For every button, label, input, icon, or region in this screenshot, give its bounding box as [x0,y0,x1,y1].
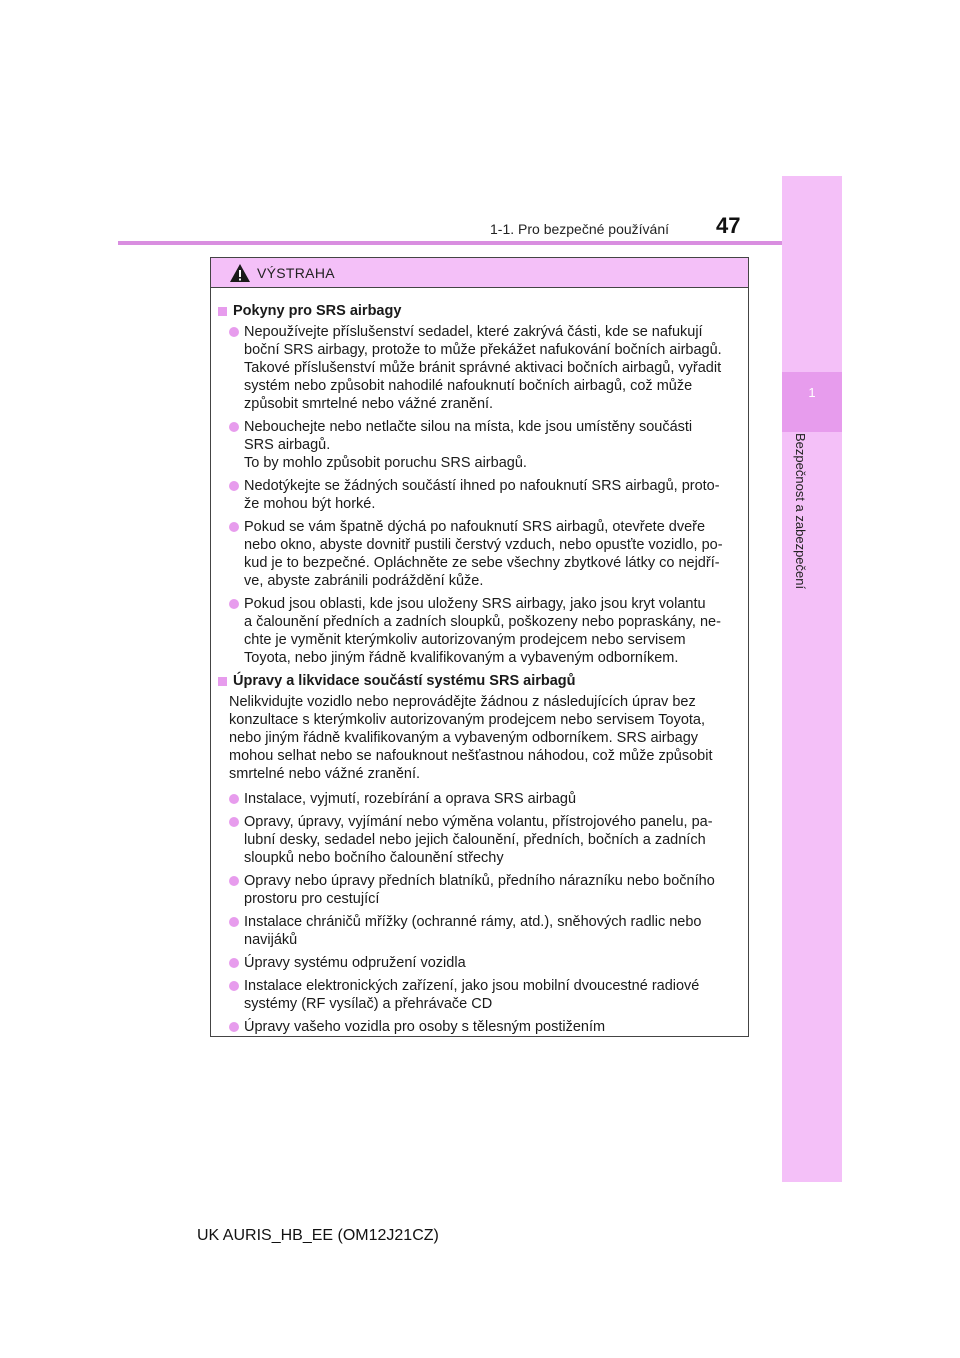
header-rule [118,241,782,245]
section-title-text: Úpravy a likvidace součástí systému SRS airbagů [233,673,576,689]
list-item [218,790,741,808]
text-line: Opravy, úpravy, vyjímání nebo výměna volantu, přístrojového panelu, pa- [244,814,713,830]
text-line: že mohou být horké. [244,496,376,512]
warning-header [211,258,748,288]
warning-label: VÝSTRAHA [257,264,335,281]
square-bullet-icon [218,307,227,316]
text-line: systém nebo způsobit nahodilé nafouknutí bočních airbagů, což může [244,378,693,394]
text-line: SRS airbagů. [244,437,331,453]
chapter-title: Bezpečnost a zabezpečení [793,433,808,590]
text-line: nebo jiným řádně kvalifikovaným a vybaveným odborníkem. SRS airbagy [229,730,699,746]
list-item-text [244,977,741,1013]
list-item [218,323,741,413]
text-line: chte je vyměnit kterýmkoliv autorizovaným prodejcem nebo servisem [244,632,686,648]
warning-body [211,288,748,1036]
modifications-intro-paragraph [218,693,741,783]
list-item [218,518,741,590]
list-item-text [244,913,741,949]
chapter-number-tab [782,372,842,432]
text-line: prostoru pro cestující [244,891,380,907]
round-bullet-icon [229,958,239,968]
text-line: Instalace elektronických zařízení, jako jsou mobilní dvoucestné radiové [244,978,700,994]
text-line: Nepoužívejte příslušenství sedadel, které zakrývá části, kde se nafukují [244,324,703,340]
list-item-text [244,790,741,808]
srs-instructions-list [218,323,741,667]
text-line: Instalace chráničů mřížky (ochranné rámy, atd.), sněhových radlic nebo [244,914,702,930]
section-title-srs-instructions [218,302,741,320]
text-line: sloupků nebo bočního čalounění střechy [244,850,504,866]
text-line: Úpravy systému odpružení vozidla [244,955,466,971]
document-code: UK AURIS_HB_EE (OM12J21CZ) [197,1227,439,1244]
text-line: Takové příslušenství může bránit správné aktivaci bočních airbagů, vyřadit [244,360,722,376]
list-item-text [244,595,741,667]
list-item-text [244,1018,741,1036]
round-bullet-icon [229,917,239,927]
text-line: Nedotýkejte se žádných součástí ihned po nafouknutí SRS airbagů, proto- [244,478,720,494]
list-item [218,954,741,972]
text-line: Nebouchejte nebo netlačte silou na místa, kde jsou umístěny součásti [244,419,693,435]
round-bullet-icon [229,599,239,609]
round-bullet-icon [229,327,239,337]
warning-box [210,257,749,1037]
text-line: kud je to bezpečné. Opláchněte ze sebe všechny zbytkové látky co nejdří- [244,555,720,571]
section-title-text: Pokyny pro SRS airbagy [233,303,402,319]
text-line: Toyota, nebo jiným řádně kvalifikovaným a vybaveným odborníkem. [244,650,679,666]
text-line: Pokud jsou oblasti, kde jsou uloženy SRS airbagy, jako jsou kryt volantu [244,596,706,612]
text-line: navijáků [244,932,298,948]
round-bullet-icon [229,481,239,491]
text-line: Nelikvidujte vozidlo nebo neprovádějte žádnou z následujících úprav bez [229,694,696,710]
list-item [218,477,741,513]
list-item [218,1018,741,1036]
text-line: konzultace s kterýmkoliv autorizovaným prodejcem nebo servisem Toyota, [229,712,706,728]
text-line: boční SRS airbagy, protože to může překážet nafukování bočních airbagů. [244,342,722,358]
text-line: smrtelné nebo vážné zranění. [229,766,421,782]
list-item-text [244,518,741,590]
round-bullet-icon [229,1022,239,1032]
list-item [218,813,741,867]
text-line: a čalounění předních a zadních sloupků, poškozeny nebo popraskány, ne- [244,614,721,630]
text-line: ve, abyste zabránili podráždění kůže. [244,573,484,589]
text-line: Úpravy vašeho vozidla pro osoby s tělesným postižením [244,1019,606,1035]
list-item [218,913,741,949]
text-line: To by mohlo způsobit poruchu SRS airbagů. [244,455,527,471]
round-bullet-icon [229,522,239,532]
section-title-srs-modifications [218,672,741,690]
round-bullet-icon [229,817,239,827]
modifications-list [218,790,741,1036]
page-number: 47 [716,213,741,238]
round-bullet-icon [229,794,239,804]
text-line: nebo okno, abyste dovnitř pustili čerstvý vzduch, nebo opusťte vozidlo, po- [244,537,723,553]
list-item [218,872,741,908]
square-bullet-icon [218,677,227,686]
text-line: Opravy nebo úpravy předních blatníků, předního nárazníku nebo bočního [244,873,715,889]
list-item [218,418,741,472]
text-line: mohou selhat nebo se nafouknout nešťastnou náhodou, což může způsobit [229,748,713,764]
text-line: způsobit smrtelné nebo vážné zranění. [244,396,494,412]
warning-triangle-icon [229,263,251,283]
list-item-text [244,813,741,867]
section-header: 1-1. Pro bezpečné používání [490,221,670,237]
list-item-text [244,954,741,972]
list-item [218,595,741,667]
round-bullet-icon [229,981,239,991]
text-line: Pokud se vám špatně dýchá po nafouknutí SRS airbagů, otevřete dveře [244,519,706,535]
list-item-text [244,323,741,413]
list-item-text [244,477,741,513]
chapter-number: 1 [808,385,816,400]
list-item-text [244,872,741,908]
list-item-text [244,418,741,472]
text-line: systémy (RF vysílač) a přehrávače CD [244,996,493,1012]
text-line: lubní desky, sedadel nebo jejich čalounění, předních, bočních a zadních [244,832,706,848]
round-bullet-icon [229,876,239,886]
text-line: Instalace, vyjmutí, rozebírání a oprava SRS airbagů [244,791,577,807]
list-item [218,977,741,1013]
round-bullet-icon [229,422,239,432]
